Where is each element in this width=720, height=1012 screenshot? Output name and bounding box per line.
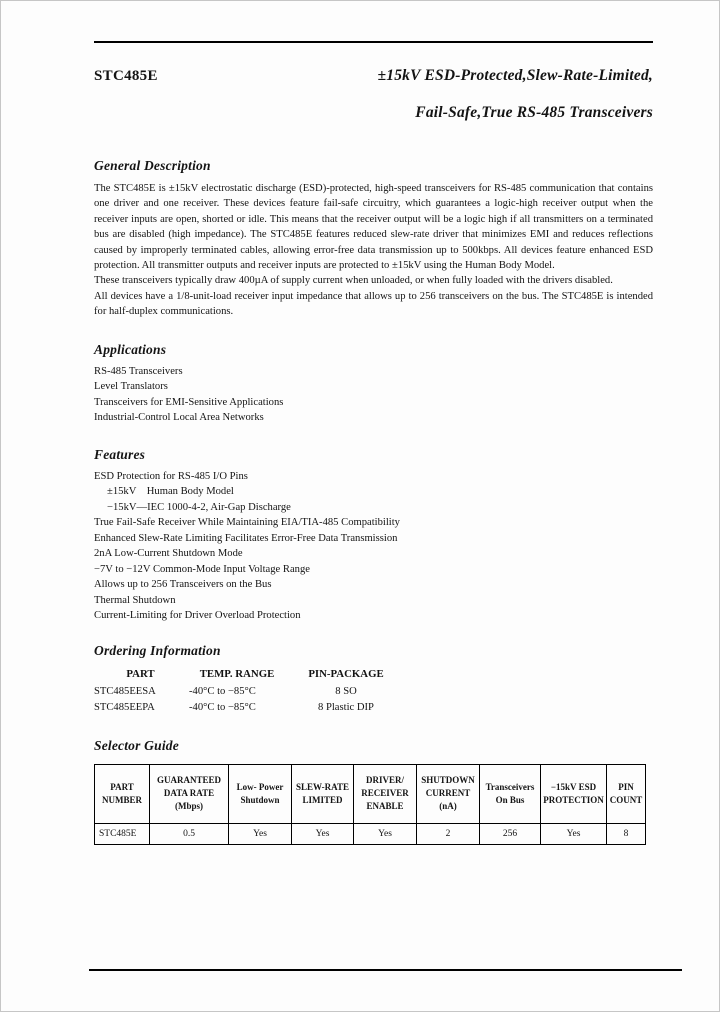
feature-item: Allows up to 256 Transceivers on the Bus <box>94 579 272 591</box>
selector-guide-table <box>94 764 646 845</box>
feature-item: Current-Limiting for Driver Overload Protection <box>94 610 301 622</box>
doc-title-line2: Fail-Safe,True RS-485 Transceivers <box>415 104 653 121</box>
selector-column-header: DRIVER/ RECEIVER ENABLE <box>354 764 417 823</box>
selector-cell: 2 <box>417 823 480 844</box>
feature-item: Enhanced Slew-Rate Limiting Facilitates Error-Free Data Transmission <box>94 532 398 544</box>
ordering-table-row <box>94 685 405 701</box>
top-rule <box>94 41 653 43</box>
selector-column-header: −15kV ESD PROTECTION <box>541 764 607 823</box>
selector-cell: Yes <box>229 823 292 844</box>
selector-column-header: Low- Power Shutdown <box>229 764 292 823</box>
description-paragraph: These transceivers typically draw 400µA of supply current when unloaded, or when fully loaded with the drivers disabled. <box>94 275 613 287</box>
ordering-column-header: PIN-PACKAGE <box>308 667 384 680</box>
selector-guide-heading: Selector Guide <box>94 737 179 753</box>
application-item: Level Translators <box>94 381 168 393</box>
feature-item: −7V to −12V Common-Mode Input Voltage Range <box>94 563 310 575</box>
doc-header <box>94 57 653 131</box>
description-paragraph: All devices have a 1/8-unit-load receiver input impedance that allows up to 256 transceivers on the bus. The STC485E is intended for half-duplex communications. <box>94 290 653 318</box>
feature-item: ±15kV Human Body Model <box>107 486 234 498</box>
page-content <box>94 41 653 845</box>
selector-cell: 256 <box>480 823 541 844</box>
feature-item: True Fail-Safe Receiver While Maintaining EIA/TIA-485 Compatibility <box>94 517 400 529</box>
ordering-information-table <box>94 668 405 717</box>
selector-cell: STC485E <box>95 823 150 844</box>
selector-cell: Yes <box>354 823 417 844</box>
description-paragraph: The STC485E is ±15kV electrostatic discharge (ESD)-protected, high-speed transceivers for RS-485 communication that contains one driver and one receiver. These devices feature fail-safe circuitry, which guarantees a logic-high receiver output when the receiver inputs are open, shorted or idle. This means that the receiver output will be a logic high if all transmitters on a terminated bus are disabled (high impedance). The STC485E features reduced slew-rate driver that minimizes EMI and reduces reflections caused by improperly terminated cables, allowing error-free data transmission up to 500kbps. All devices feature enhanced ESD protection. All transmitter outputs and receiver inputs are protected to ±15kV using the Human Body Model. <box>94 183 653 272</box>
feature-item: 2nA Low-Current Shutdown Mode <box>94 548 243 560</box>
selector-column-header: GUARANTEED DATA RATE (Mbps) <box>150 764 229 823</box>
selector-column-header: PIN COUNT <box>607 764 646 823</box>
ordering-cell-temp-range: -40°C to −85°C <box>189 701 256 713</box>
selector-cell: Yes <box>292 823 354 844</box>
general-description-body <box>94 181 653 320</box>
ordering-cell-temp-range: -40°C to −85°C <box>189 685 256 697</box>
ordering-column-header: TEMP. RANGE <box>199 667 275 680</box>
ordering-cell-pin-package: 8 Plastic DIP <box>318 701 374 713</box>
application-item: Industrial-Control Local Area Networks <box>94 412 264 424</box>
applications-list <box>94 364 653 426</box>
selector-cell: 0.5 <box>150 823 229 844</box>
selector-cell: 8 <box>607 823 646 844</box>
ordering-header-row <box>94 668 405 685</box>
features-heading: Features <box>94 446 146 462</box>
features-list <box>94 469 653 624</box>
ordering-cell-part: STC485EESA <box>94 685 156 697</box>
doc-title <box>378 57 653 131</box>
ordering-column-header: PART <box>126 667 155 680</box>
feature-item: Thermal Shutdown <box>94 594 176 606</box>
selector-table-row <box>95 823 646 844</box>
ordering-cell-pin-package: 8 SO <box>335 685 357 697</box>
doc-title-line1: ±15kV ESD-Protected,Slew-Rate-Limited, <box>377 67 653 84</box>
bottom-rule <box>89 969 682 971</box>
applications-heading: Applications <box>94 341 167 357</box>
selector-column-header: Transceivers On Bus <box>480 764 541 823</box>
application-item: RS-485 Transceivers <box>94 365 183 377</box>
feature-item: −15kV—IEC 1000-4-2, Air-Gap Discharge <box>107 501 291 513</box>
feature-item: ESD Protection for RS-485 I/O Pins <box>94 470 248 482</box>
part-number: STC485E <box>94 68 158 84</box>
ordering-table-row <box>94 701 405 717</box>
selector-column-header: SHUTDOWN CURRENT (nA) <box>417 764 480 823</box>
selector-header-row <box>95 764 646 823</box>
general-description-heading: General Description <box>94 158 211 173</box>
selector-column-header: PART NUMBER <box>95 764 150 823</box>
selector-column-header: SLEW-RATE LIMITED <box>292 764 354 823</box>
ordering-cell-part: STC485EEPA <box>94 701 155 713</box>
application-item: Transceivers for EMI-Sensitive Applications <box>94 396 284 408</box>
ordering-information-heading: Ordering Information <box>94 642 221 658</box>
selector-cell: Yes <box>541 823 607 844</box>
